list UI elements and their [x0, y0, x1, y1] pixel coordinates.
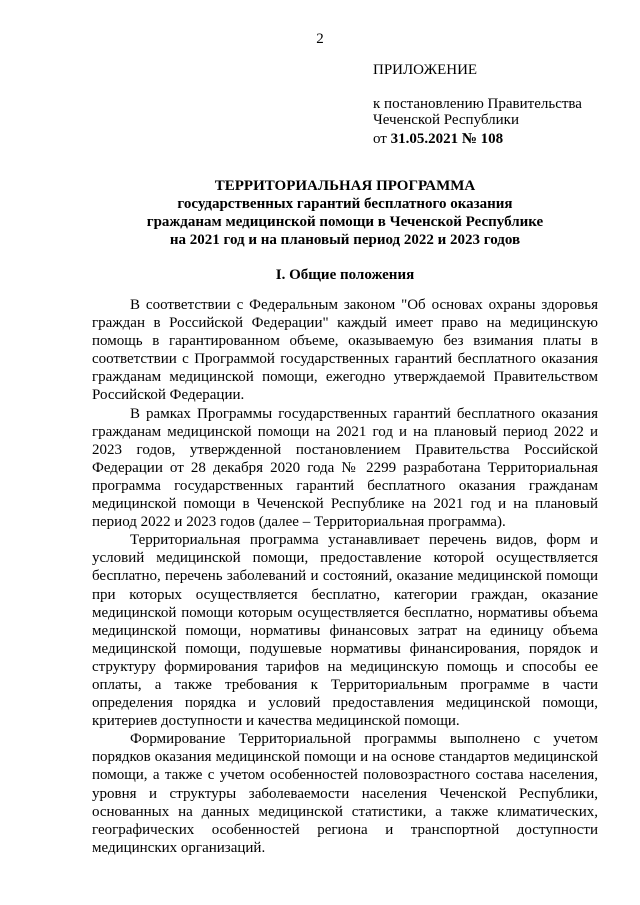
- program-title-line4: на 2021 год и на плановый период 2022 и 2023 годов: [169, 232, 521, 248]
- paragraph-4: Формирование Территориальной программы выполнено с учетом порядков оказания медицинской помощи и на основе стандартов медицинской помощи, а также с учетом особенностей половозрастного состава населения, уровня и структуры заболеваемости населения Чеченской Республики, основанных на данных медицинской статистики, а также климатических, географических особенностей региона и транспортной доступности медицинских организаций.: [92, 731, 598, 856]
- program-title-line1: ТЕРРИТОРИАЛЬНАЯ ПРОГРАММА: [214, 178, 476, 194]
- paragraph-1: В соответствии с Федеральным законом "Об основах охраны здоровья граждан в Российской Федерации" каждый имеет право на медицинскую помощь в гарантированном объеме, оказываемую без взимания платы в соответствии с Программой государственных гарантий бесплатного оказания гражданам медицинской помощи, ежегодно утверждаемой Правительством Российской Федерации.: [92, 297, 598, 404]
- section-heading: I. Общие положения: [275, 267, 415, 283]
- appendix-reference: [373, 96, 582, 128]
- page-number: 2: [316, 31, 324, 47]
- appendix-ref-line1: к постановлению Правительства: [373, 96, 582, 112]
- appendix-date-value: 31.05.2021 № 108: [390, 131, 504, 147]
- appendix-date-prefix: от: [373, 131, 391, 147]
- program-title-line2: государственных гарантий бесплатного оказания: [177, 196, 513, 212]
- body-text: [92, 296, 598, 857]
- program-title: [80, 177, 610, 249]
- appendix-title: ПРИЛОЖЕНИЕ: [373, 62, 478, 78]
- program-title-line3: гражданам медицинской помощи в Чеченской Республике: [146, 214, 544, 230]
- appendix-date: [373, 131, 503, 147]
- paragraph-2: В рамках Программы государственных гарантий бесплатного оказания гражданам медицинской помощи на 2021 год и на плановый период 2022 и 2023 годов, утвержденной постановлением Правительства Российской Федерации от 28 декабря 2020 года № 2299 разработана Территориальная программа государственных гарантий бесплатного оказания гражданам медицинской помощи в Чеченской Республике на 2021 год и на плановый период 2022 и 2023 годов (далее – Территориальная программа).: [92, 405, 598, 531]
- paragraph-3: Территориальная программа устанавливает перечень видов, форм и условий медицинской помощи, предоставление которой осуществляется бесплатно, перечень заболеваний и состояний, оказание медицинской помощи при которых осуществляется бесплатно, категории граждан, оказание медицинской помощи которым осуществляется бесплатно, нормативы объема медицинской помощи, нормативы финансовых затрат на единицу объема медицинской помощи, подушевые нормативы финансирования, порядок и структуру формирования тарифов на медицинскую помощь и способы ее оплаты, а также требования к Территориальным программе в части определения порядка и условий предоставления медицинской помощи, критериев доступности и качества медицинской помощи.: [92, 532, 598, 730]
- appendix-ref-line2: Чеченской Республики: [373, 112, 519, 128]
